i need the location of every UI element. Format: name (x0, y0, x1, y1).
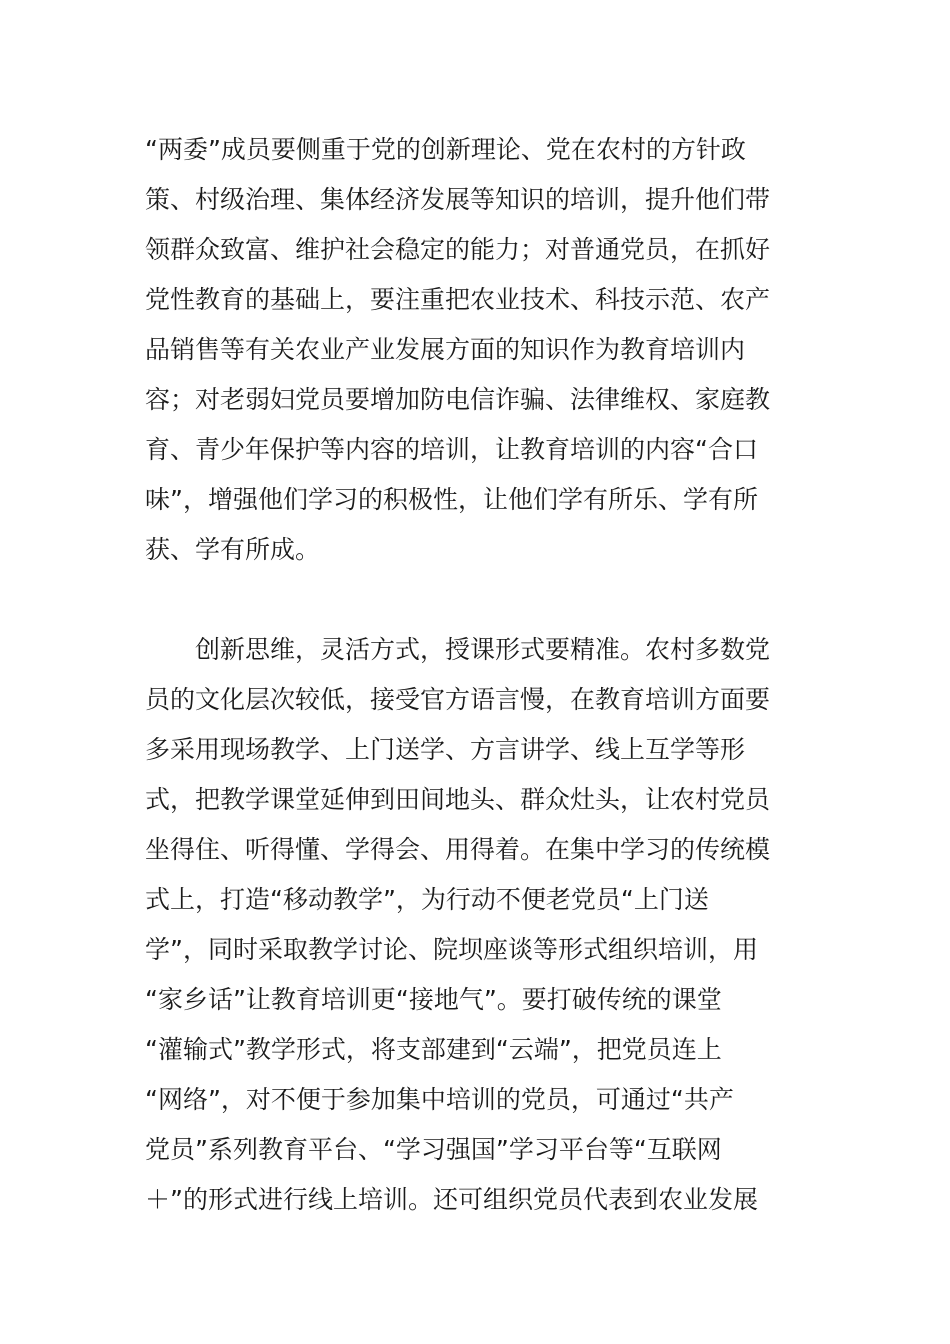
text-line: 创新思维，灵活方式，授课形式要精准。农村多数党 (145, 635, 771, 664)
paragraph-training-content (145, 125, 810, 575)
text-line: 容；对老弱妇党员要增加防电信诈骗、法律维权、家庭教 (145, 385, 771, 414)
text-line: 员的文化层次较低，接受官方语言慢，在教育培训方面要 (145, 685, 771, 714)
text-line: 党员”系列教育平台、“学习强国”学习平台等“互联网 (145, 1135, 722, 1164)
text-line: 党性教育的基础上，要注重把农业技术、科技示范、农产 (145, 285, 771, 314)
text-line: 式上，打造“移动教学”，为行动不便老党员“上门送 (145, 885, 709, 914)
text-line: 多采用现场教学、上门送学、方言讲学、线上互学等形 (145, 735, 746, 764)
text-line: “灌输式”教学形式，将支部建到“云端”，把党员连上 (145, 1035, 722, 1064)
text-line: “网络”，对不便于参加集中培训的党员，可通过“共产 (145, 1085, 734, 1114)
text-line: 策、村级治理、集体经济发展等知识的培训，提升他们带 (145, 185, 771, 214)
text-line: 获、学有所成。 (145, 535, 321, 564)
text-line: 式，把教学课堂延伸到田间地头、群众灶头，让农村党员 (145, 785, 771, 814)
paragraph-teaching-methods (145, 625, 810, 1225)
text-line: 学”，同时采取教学讨论、院坝座谈等形式组织培训，用 (145, 935, 758, 964)
text-line: 品销售等有关农业产业发展方面的知识作为教育培训内 (145, 335, 746, 364)
text-line: ＋”的形式进行线上培训。还可组织党员代表到农业发展 (145, 1185, 758, 1214)
text-line: 育、青少年保护等内容的培训，让教育培训的内容“合口 (145, 435, 758, 464)
text-line: 味”，增强他们学习的积极性，让他们学有所乐、学有所 (145, 485, 758, 514)
text-line: “家乡话”让教育培训更“接地气”。要打破传统的课堂 (145, 985, 722, 1014)
text-line: 坐得住、听得懂、学得会、用得着。在集中学习的传统模 (145, 835, 771, 864)
text-line: “两委”成员要侧重于党的创新理论、党在农村的方针政 (145, 135, 746, 164)
text-line: 领群众致富、维护社会稳定的能力；对普通党员，在抓好 (145, 235, 771, 264)
